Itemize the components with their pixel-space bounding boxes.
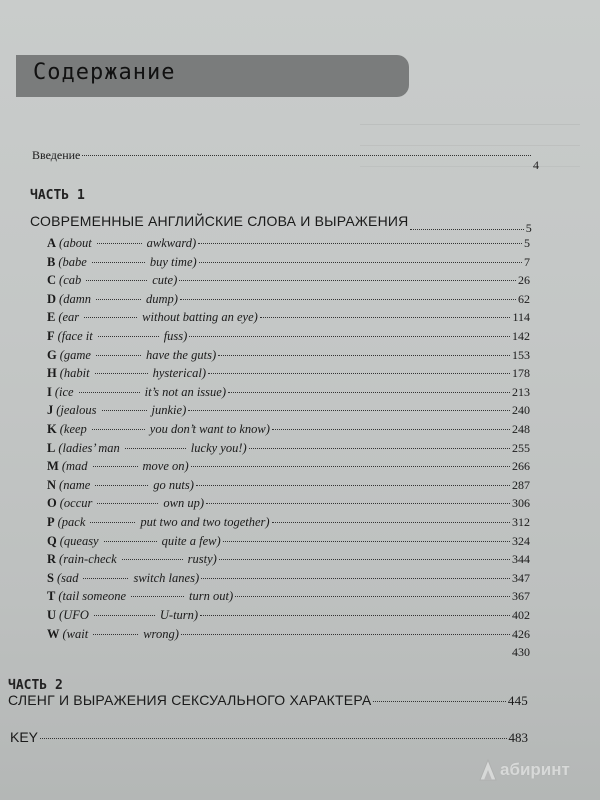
toc-entry-from: (habit — [59, 366, 90, 381]
toc-entry-to: have the guts) — [145, 347, 217, 362]
toc-entry-to: rusty) — [187, 552, 217, 567]
dot-leader — [200, 615, 510, 616]
toc-entry-letter: B — [47, 254, 56, 269]
dot-leader — [94, 615, 155, 616]
dot-leader — [98, 336, 159, 337]
dot-leader — [196, 485, 510, 486]
toc-entry-letter: L — [47, 440, 56, 455]
toc-entry-page: 62 — [518, 291, 530, 306]
toc-entry — [47, 348, 530, 363]
toc-entry — [47, 255, 530, 270]
toc-entry-from: (about — [59, 236, 92, 250]
labirint-logo-icon — [478, 758, 498, 782]
dot-leader — [96, 355, 141, 356]
dot-leader — [97, 243, 142, 244]
toc-entry-from: (ladies’ man — [58, 440, 120, 455]
toc-entry — [47, 608, 530, 623]
toc-entry-to: cute) — [152, 273, 178, 288]
toc-entry-page: 178 — [512, 366, 530, 381]
toc-entry — [47, 403, 530, 418]
toc-entry-from: (keep — [59, 422, 87, 436]
labirint-watermark — [478, 758, 570, 782]
toc-key-label: KEY — [10, 729, 39, 745]
toc-entry-from: (cab — [59, 273, 82, 288]
dot-leader — [219, 559, 510, 560]
dot-leader — [90, 522, 135, 523]
toc-entry-page: 402 — [512, 608, 530, 622]
toc-entry-to: hysterical) — [152, 366, 207, 381]
toc-entry-letter: U — [47, 608, 57, 622]
toc-entry-from: (ear — [58, 310, 80, 325]
toc-entry — [47, 422, 530, 437]
dot-leader — [272, 429, 510, 430]
toc-entry — [47, 552, 530, 567]
dot-leader — [92, 429, 145, 430]
toc-entry-page: 312 — [512, 515, 530, 529]
dot-leader — [97, 503, 158, 504]
dot-leader — [206, 503, 510, 504]
dot-leader — [223, 541, 510, 542]
dot-leader — [104, 541, 157, 542]
toc-entry-to: junkie) — [151, 403, 187, 418]
dot-leader — [131, 596, 184, 597]
toc-entry-letter: H — [47, 366, 57, 381]
toc-entry-letter: D — [47, 291, 57, 306]
toc-entry — [47, 459, 530, 474]
toc-entry-letter: E — [47, 310, 56, 325]
toc-entry — [47, 478, 530, 493]
toc-entry-page: 255 — [512, 440, 530, 455]
toc-entry-to: own up) — [163, 496, 204, 511]
toc-entry-page: 26 — [518, 273, 530, 288]
toc-end-page: 430 — [512, 645, 530, 660]
toc-entry-to: move on) — [142, 459, 189, 474]
toc-entry-letter: N — [47, 477, 57, 492]
dot-leader — [180, 299, 516, 300]
dot-leader — [260, 317, 511, 318]
toc-entry-letter: R — [47, 552, 57, 567]
toc-entry-from: (wait — [62, 626, 89, 641]
toc-entry-letter: K — [47, 422, 57, 436]
toc-entry — [47, 441, 530, 456]
dot-leader — [96, 299, 141, 300]
dot-leader — [272, 522, 510, 523]
toc-entry-letter: Q — [47, 533, 57, 548]
toc-entry — [47, 273, 530, 288]
dot-leader — [92, 262, 145, 263]
dot-leader — [40, 738, 506, 739]
toc-entry-from: (tail someone — [58, 589, 127, 604]
toc-entry-from: (babe — [58, 254, 87, 269]
toc-entry-to: dump) — [145, 291, 178, 306]
toc-entry-to: awkward) — [146, 236, 197, 250]
toc-entry-page: 213 — [512, 384, 530, 399]
dot-leader — [95, 373, 148, 374]
toc-entry-from: (name — [59, 477, 91, 492]
toc-entry-letter: O — [47, 496, 57, 511]
toc-intro-page: 4 — [533, 158, 539, 172]
part1-title-line — [30, 213, 532, 235]
dot-leader — [86, 280, 147, 281]
toc-entry-letter: W — [47, 626, 60, 641]
toc-entry-page: 114 — [512, 310, 530, 325]
dot-leader — [198, 243, 522, 244]
toc-entry-to: quite a few) — [161, 533, 221, 548]
toc-entry-to: wrong) — [143, 626, 179, 641]
toc-end-page-line — [47, 645, 530, 660]
toc-entry-page: 324 — [512, 533, 530, 548]
toc-entry-to: turn out) — [189, 589, 234, 604]
part2-title-line — [8, 692, 528, 709]
toc-entry-page: 5 — [524, 236, 530, 250]
toc-entry-page: 266 — [512, 459, 530, 474]
toc-entry-page: 287 — [512, 477, 530, 492]
toc-entry-letter: S — [47, 570, 54, 585]
dot-leader — [93, 634, 138, 635]
toc-entry-to: fuss) — [163, 329, 188, 343]
toc-entry-letter: M — [47, 459, 59, 474]
toc-entry-to: U-turn) — [159, 608, 199, 622]
toc-entry-letter: C — [47, 273, 57, 288]
toc-entry-page: 426 — [512, 626, 530, 641]
toc-entry-to: go nuts) — [153, 477, 194, 492]
toc-entry-letter: I — [47, 384, 52, 399]
toc-key — [10, 729, 528, 746]
dot-leader — [199, 262, 522, 263]
toc-entry — [47, 310, 530, 325]
dot-leader — [79, 392, 140, 393]
toc-entry-from: (face it — [57, 329, 93, 343]
toc-entry-from: (occur — [59, 496, 93, 511]
toc-entry-from: (damn — [59, 291, 91, 306]
watermark-text: абиринт — [500, 760, 570, 779]
toc-entry — [47, 236, 530, 251]
toc-entry — [47, 496, 530, 511]
toc-entry-from: (rain-check — [59, 552, 117, 567]
toc-entry-to: it’s not an issue) — [144, 384, 226, 399]
dot-leader — [373, 701, 505, 702]
toc-entry-page: 367 — [512, 589, 530, 604]
toc-entry-from: (pack — [57, 515, 86, 529]
dot-leader — [189, 336, 510, 337]
dot-leader — [83, 578, 128, 579]
dot-leader — [191, 466, 510, 467]
toc-entry-to: without batting an eye) — [142, 310, 258, 325]
toc-entry-page: 248 — [512, 422, 530, 436]
toc-entry-page: 142 — [512, 329, 530, 343]
part1-title: СОВРЕМЕННЫЕ АНГЛИЙСКИЕ СЛОВА И ВЫРАЖЕНИЯ — [30, 213, 409, 229]
toc-entry-letter: F — [47, 329, 55, 343]
dot-leader — [122, 559, 183, 560]
toc-entry-to: put two and two together) — [140, 515, 270, 529]
toc-entry-page: 240 — [512, 403, 530, 418]
dot-leader — [208, 373, 510, 374]
part1-page: 5 — [525, 221, 532, 235]
toc-entry — [47, 329, 530, 344]
toc-entry-page: 7 — [524, 254, 530, 269]
toc-entry-page: 153 — [512, 347, 530, 362]
toc-key-page: 483 — [508, 730, 528, 745]
toc-entry — [47, 385, 530, 400]
toc-entry — [47, 589, 530, 604]
toc-entry-from: (sad — [56, 570, 79, 585]
dot-leader — [125, 448, 186, 449]
dot-leader — [93, 466, 138, 467]
toc-entry — [47, 515, 530, 530]
toc-entry — [47, 534, 530, 549]
toc-entry-to: buy time) — [149, 254, 197, 269]
toc-entry-to: lucky you!) — [190, 440, 247, 455]
toc-entry-from: (game — [59, 347, 91, 362]
dot-leader — [218, 355, 510, 356]
toc-entry-page: 344 — [512, 552, 530, 567]
page-title: Содержание — [33, 60, 176, 85]
dot-leader — [410, 229, 523, 230]
dot-leader — [95, 485, 148, 486]
part2-page: 445 — [507, 693, 528, 708]
part2-heading: ЧАСТЬ 2 — [8, 678, 63, 693]
toc-intro — [32, 148, 539, 172]
dot-leader — [181, 634, 510, 635]
toc-entry-letter: G — [47, 347, 57, 362]
toc-entry — [47, 627, 530, 642]
toc-intro-label: Введение — [32, 148, 81, 162]
dot-leader — [201, 578, 510, 579]
dot-leader — [249, 448, 510, 449]
toc-entry-from: (mad — [61, 459, 88, 474]
toc-entry-letter: A — [47, 236, 57, 250]
toc-entry-letter: T — [47, 589, 56, 604]
dot-leader — [188, 410, 510, 411]
toc-entry-to: switch lanes) — [133, 570, 200, 585]
toc-entry-from: (UFO — [59, 608, 89, 622]
toc-entry-from: (jealous — [56, 403, 97, 418]
dot-leader — [235, 596, 510, 597]
toc-entry-letter: J — [47, 403, 54, 418]
dot-leader — [102, 410, 147, 411]
toc-entry-from: (queasy — [59, 533, 99, 548]
toc-entry-to: you don’t want to know) — [149, 422, 270, 436]
dot-leader — [84, 317, 137, 318]
toc-entry — [47, 292, 530, 307]
toc-entry-page: 306 — [512, 496, 530, 511]
toc-entry-from: (ice — [54, 384, 74, 399]
dot-leader — [179, 280, 516, 281]
part1-heading: ЧАСТЬ 1 — [30, 188, 85, 203]
toc-entry — [47, 571, 530, 586]
toc-entry — [47, 366, 530, 381]
toc-entry-letter: P — [47, 515, 55, 529]
dot-leader — [228, 392, 510, 393]
toc-entry-page: 347 — [512, 570, 530, 585]
dot-leader — [82, 155, 531, 156]
part2-title: СЛЕНГ И ВЫРАЖЕНИЯ СЕКСУАЛЬНОГО ХАРАКТЕРА — [8, 692, 372, 708]
